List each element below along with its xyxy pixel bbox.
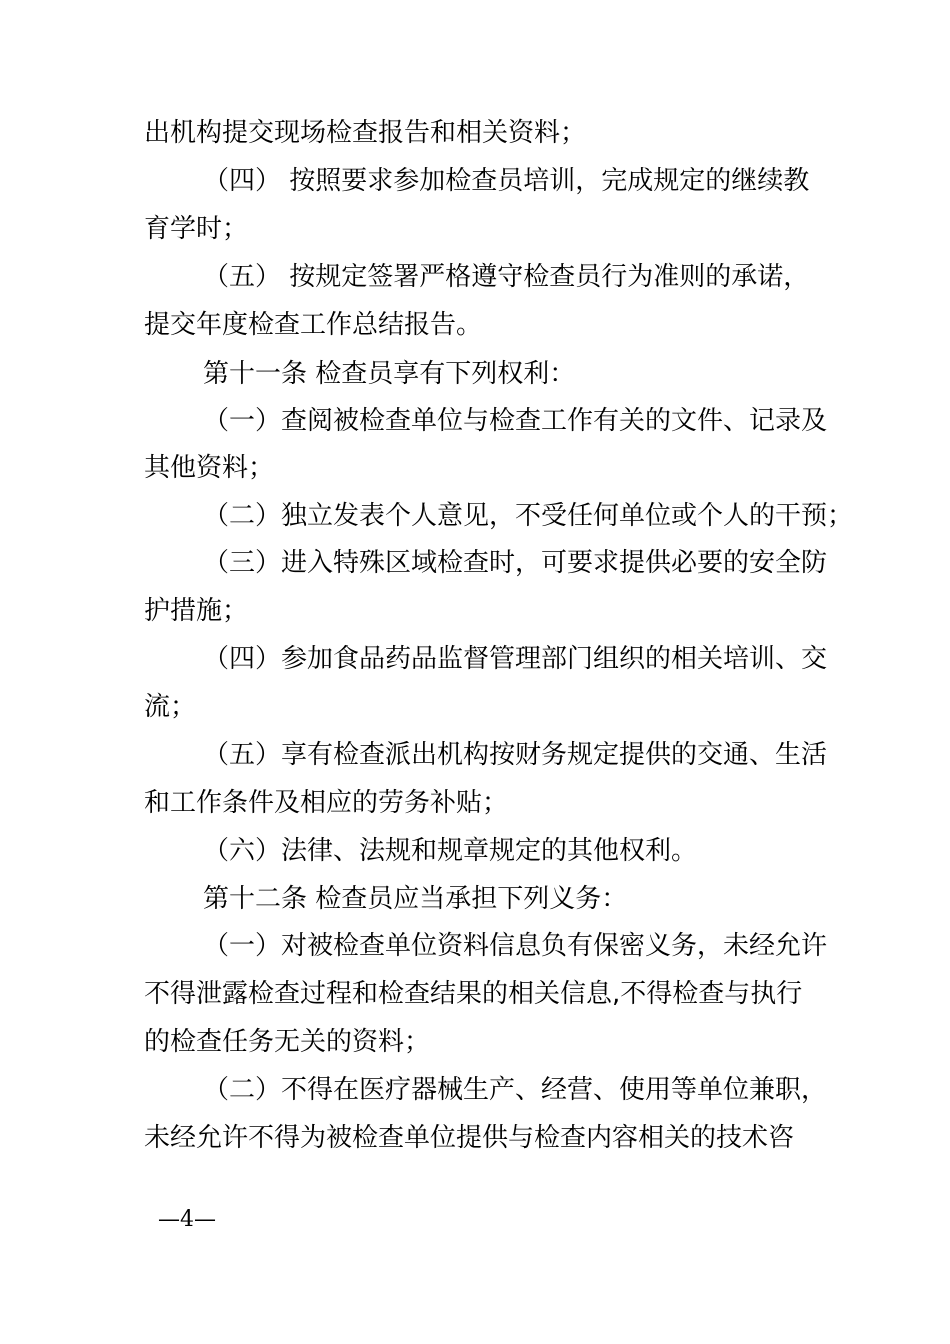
text-line: （二）独立发表个人意见，不受任何单位或个人的干预； [203, 501, 854, 531]
text-line: （一）对被检查单位资料信息负有保密义务，未经允许 [203, 931, 828, 961]
article-heading: 第十一条 检查员享有下列权利： [203, 359, 576, 389]
text-line: 其他资料； [144, 453, 275, 483]
text-line: （四）参加食品药品监督管理部门组织的相关培训、交 [203, 644, 828, 674]
text-line: 的检查任务无关的资料； [144, 1027, 431, 1057]
text-line: 流； [144, 692, 197, 722]
text-line: 不得泄露检查过程和检查结果的相关信息,不得检查与执行 [144, 979, 803, 1009]
text-line: （三）进入特殊区域检查时，可要求提供必要的安全防 [203, 548, 828, 578]
text-line: 育学时； [144, 214, 249, 244]
text-line: 出机构提交现场检查报告和相关资料； [144, 118, 587, 148]
text-line: （六）法律、法规和规章规定的其他权利。 [203, 836, 698, 866]
text-line: 和工作条件及相应的劳务补贴； [144, 788, 509, 818]
text-line: （五） 按规定签署严格遵守检查员行为准则的承诺， [203, 262, 810, 292]
text-line: 提交年度检查工作总结报告。 [144, 310, 483, 340]
text-line: （二）不得在医疗器械生产、经营、使用等单位兼职， [203, 1075, 828, 1105]
text-line: （一）查阅被检查单位与检查工作有关的文件、记录及 [203, 406, 828, 436]
page-number: —4— [158, 1207, 216, 1232]
article-heading: 第十二条 检查员应当承担下列义务： [203, 884, 628, 914]
text-line: 护措施； [144, 596, 249, 626]
text-line: （五）享有检查派出机构按财务规定提供的交通、生活 [203, 740, 828, 770]
text-line: 未经允许不得为被检查单位提供与检查内容相关的技术咨 [144, 1123, 795, 1153]
text-line: （四） 按照要求参加检查员培训，完成规定的继续教 [203, 166, 810, 196]
